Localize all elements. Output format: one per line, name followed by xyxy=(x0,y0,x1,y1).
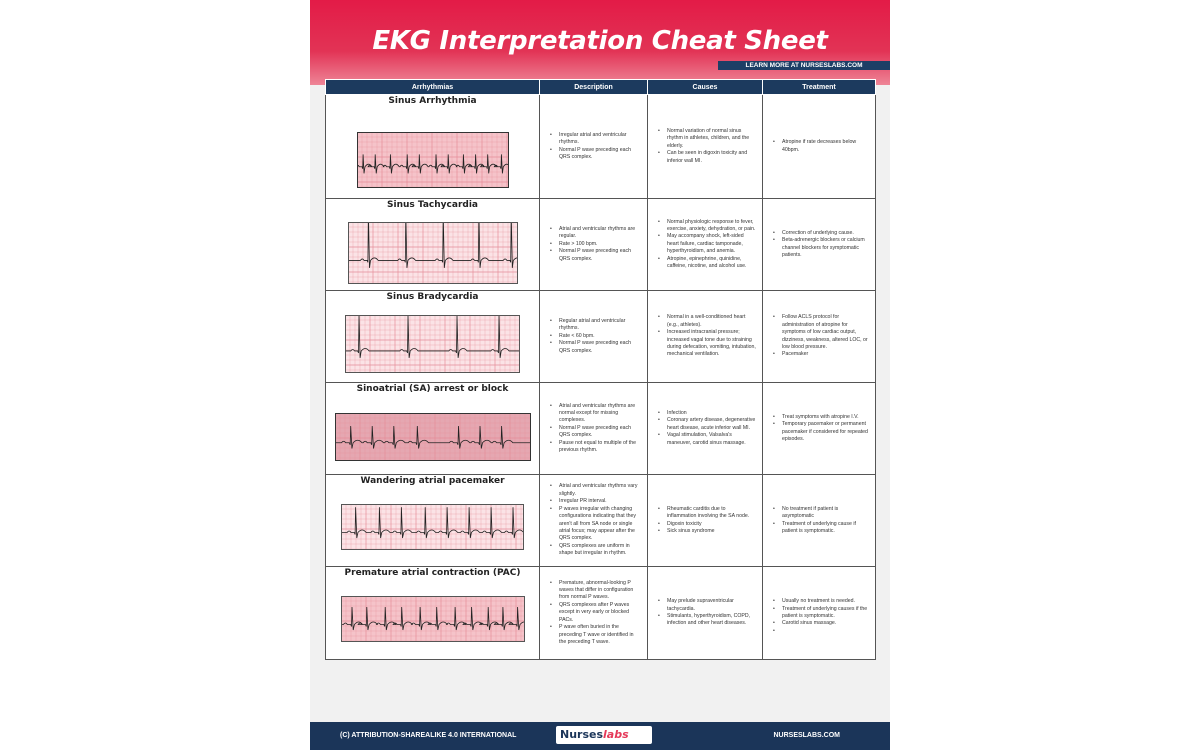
treatment-cell xyxy=(763,199,876,291)
col-arrhythmias: Arrhythmias xyxy=(326,80,540,95)
treatment-cell xyxy=(763,383,876,475)
causes-list xyxy=(654,219,756,271)
causes-list xyxy=(654,128,756,165)
treatment-cell xyxy=(763,95,876,199)
arrhythmia-name: Sinus Bradycardia xyxy=(386,292,479,302)
list-item: • Premature, abnormal-looking P waves that differ in configuration from normal P waves. xyxy=(546,580,641,602)
logo-labs: labs xyxy=(603,728,629,741)
list-item: • Atropine if rate decreases below 40bpm. xyxy=(769,139,869,154)
col-causes: Causes xyxy=(648,80,763,95)
arrhythmia-name: Sinus Arrhythmia xyxy=(388,96,477,106)
list-item: • Follow ACLS protocol for administration of atropine for symptoms of low cardiac output, dizziness, weakness, altered LOC, or low blood pressure. xyxy=(769,314,869,351)
list-item: • Vagal stimulation, Valsalva's maneuver, carotid sinus massage. xyxy=(654,432,756,447)
table-row xyxy=(326,95,876,199)
list-item: • Regular atrial and ventricular rhythms. xyxy=(546,318,641,333)
list-item: • Coronary artery disease, degenerative heart disease, acute inferior wall MI. xyxy=(654,417,756,432)
treatment-list xyxy=(769,314,869,358)
table-row xyxy=(326,475,876,567)
footer-bar xyxy=(310,722,890,750)
description-cell xyxy=(540,291,648,383)
list-item: • Usually no treatment is needed. xyxy=(769,598,869,605)
list-item: • Atrial and ventricular rhythms are normal except for missing complexes. xyxy=(546,403,641,425)
list-item: • Normal P wave preceding each QRS complex. xyxy=(546,425,641,440)
nurseslabs-logo[interactable] xyxy=(556,726,652,744)
causes-cell xyxy=(648,199,763,291)
causes-cell xyxy=(648,291,763,383)
list-item: • Infection xyxy=(654,410,756,417)
description-cell xyxy=(540,383,648,475)
treatment-list xyxy=(769,230,869,260)
causes-cell xyxy=(648,383,763,475)
list-item: • Irregular atrial and ventricular rhythms. xyxy=(546,132,641,147)
list-item: • Sick sinus syndrome xyxy=(654,528,756,535)
list-item: • Pause not equal to multiple of the previous rhythm. xyxy=(546,440,641,455)
description-list xyxy=(546,226,641,263)
table-row xyxy=(326,199,876,291)
treatment-cell xyxy=(763,475,876,567)
list-item: • Correction of underlying cause. xyxy=(769,230,869,237)
list-item: • Temporary pacemaker or permanent pacemaker if considered for repeated episodes. xyxy=(769,421,869,443)
list-item: • Digoxin toxicity xyxy=(654,521,756,528)
description-list xyxy=(546,132,641,162)
list-item: • Normal in a well-conditioned heart (e.g., athletes). xyxy=(654,314,756,329)
col-description: Description xyxy=(540,80,648,95)
table-row xyxy=(326,291,876,383)
description-list xyxy=(546,483,641,557)
arrhythmia-cell xyxy=(326,567,540,660)
list-item: • Normal variation of normal sinus rhythm in athletes, children, and the elderly. xyxy=(654,128,756,150)
list-item: • P wave often buried in the preceding T wave or identified in the preceding T wave. xyxy=(546,624,641,646)
ekg-table xyxy=(325,79,876,660)
description-list xyxy=(546,403,641,455)
treatment-list xyxy=(769,598,869,628)
ekg-strip-1 xyxy=(348,222,518,284)
causes-list xyxy=(654,410,756,447)
ekg-strip-2 xyxy=(345,315,520,373)
description-cell xyxy=(540,567,648,660)
learn-more-link[interactable] xyxy=(718,61,890,70)
description-list xyxy=(546,318,641,355)
arrhythmia-name: Sinus Tachycardia xyxy=(387,200,478,210)
ekg-strip-5 xyxy=(341,596,525,642)
list-item: • Beta-adrenergic blockers or calcium channel blockers for symptomatic patients. xyxy=(769,237,869,259)
list-item: • Treat symptoms with atropine I.V. xyxy=(769,414,869,421)
list-item: • QRS complexes after P waves except in very early or blocked PACs. xyxy=(546,602,641,624)
table-row xyxy=(326,567,876,660)
ekg-paper xyxy=(357,132,509,188)
list-item: • Pacemaker xyxy=(769,351,869,358)
treatment-cell xyxy=(763,291,876,383)
list-item: • Rheumatic carditis due to inflammation involving the SA node. xyxy=(654,506,756,521)
treatment-list xyxy=(769,506,869,536)
list-item: • Rate > 100 bpm. xyxy=(546,241,641,248)
footer-site-link[interactable]: NURSESLABS.COM xyxy=(773,732,840,739)
causes-list xyxy=(654,598,756,628)
treatment-list xyxy=(769,414,869,444)
list-item: • P waves irregular with changing configurations indicating that they aren't all from SA node or single atrial focus; may appear after the QRS complex. xyxy=(546,506,641,543)
list-item: • Atrial and ventricular rhythms are regular. xyxy=(546,226,641,241)
description-list xyxy=(546,580,641,647)
arrhythmia-cell xyxy=(326,383,540,475)
list-item: • Irregular PR interval. xyxy=(546,498,641,505)
treatment-list xyxy=(769,139,869,154)
ekg-paper xyxy=(341,596,525,642)
list-item: • No treatment if patient is asymptomatic xyxy=(769,506,869,521)
ekg-paper xyxy=(341,504,524,550)
list-item: • May prelude supraventricular tachycardia. xyxy=(654,598,756,613)
treatment-cell xyxy=(763,567,876,660)
list-item: • Atropine, epinephrine, quinidine, caffeine, nicotine, and alcohol use. xyxy=(654,256,756,271)
arrhythmia-cell xyxy=(326,199,540,291)
causes-cell xyxy=(648,475,763,567)
list-item: • Can be seen in digoxin toxicity and inferior wall MI. xyxy=(654,150,756,165)
list-item: • Stimulants, hyperthyroidism, COPD, infection and other heart diseases. xyxy=(654,613,756,628)
ekg-strip-3 xyxy=(335,413,531,461)
arrhythmia-name: Sinoatrial (SA) arrest or block xyxy=(356,384,509,394)
page-title: EKG Interpretation Cheat Sheet xyxy=(372,26,828,56)
learn-more-prefix: LEARN MORE AT xyxy=(745,62,801,69)
list-item: • Rate < 60 bpm. xyxy=(546,333,641,340)
table-row xyxy=(326,383,876,475)
causes-cell xyxy=(648,95,763,199)
list-item: • Treatment of underlying causes if the patient is symptomatic. xyxy=(769,606,869,621)
copyright-text: (C) ATTRIBUTION-SHAREALIKE 4.0 INTERNATIONAL xyxy=(340,732,517,739)
list-item: • Normal P wave preceding each QRS complex. xyxy=(546,248,641,263)
cheat-sheet xyxy=(310,0,890,750)
arrhythmia-cell xyxy=(326,291,540,383)
arrhythmia-name: Wandering atrial pacemaker xyxy=(360,476,505,486)
list-item: • Carotid sinus massage. xyxy=(769,620,869,627)
list-item: • QRS complexes are uniform in shape but irregular in rhythm. xyxy=(546,543,641,558)
list-item: • Normal P wave preceding each QRS complex. xyxy=(546,147,641,162)
causes-list xyxy=(654,314,756,358)
causes-list xyxy=(654,506,756,536)
list-item: • Treatment of underlying cause if patient is symptomatic. xyxy=(769,521,869,536)
header-banner xyxy=(310,0,890,85)
description-cell xyxy=(540,475,648,567)
ekg-strip-4 xyxy=(341,504,524,550)
list-item: • Atrial and ventricular rhythms vary slightly. xyxy=(546,483,641,498)
list-item: • May accompany shock, left-sided heart failure, cardiac tamponade, hyperthyroidism, and anemia. xyxy=(654,233,756,255)
list-item: • Increased intracranial pressure; increased vagal tone due to straining during defecation, vomiting, intubation, mechanical ventilation. xyxy=(654,329,756,359)
list-item: • Normal physiologic response to fever, exercise, anxiety, dehydration, or pain. xyxy=(654,219,756,234)
table-header-row xyxy=(326,80,876,95)
arrhythmia-cell xyxy=(326,475,540,567)
arrhythmia-cell xyxy=(326,95,540,199)
ekg-strip-0 xyxy=(357,132,509,188)
ekg-paper xyxy=(345,315,520,373)
description-cell xyxy=(540,199,648,291)
learn-more-site: NURSESLABS.COM xyxy=(800,62,863,69)
list-item: • Normal P wave preceding each QRS complex. xyxy=(546,340,641,355)
description-cell xyxy=(540,95,648,199)
logo-nurses: Nurses xyxy=(560,728,604,741)
col-treatment: Treatment xyxy=(763,80,876,95)
causes-cell xyxy=(648,567,763,660)
arrhythmia-name: Premature atrial contraction (PAC) xyxy=(344,568,521,578)
